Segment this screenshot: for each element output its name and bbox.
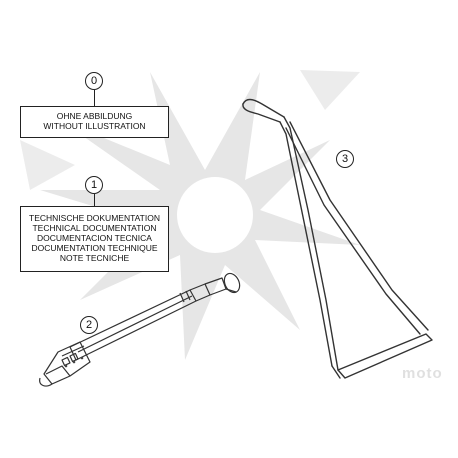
callout-0: 0 (85, 72, 103, 90)
note-line: WITHOUT ILLUSTRATION (43, 121, 146, 131)
note-line: OHNE ABBILDUNG (56, 111, 133, 121)
watermark-brand-text: moto (402, 365, 443, 382)
technical-documentation-note (20, 206, 169, 272)
leader-line-1 (94, 194, 95, 206)
leader-line-0 (94, 90, 95, 106)
note-line: NOTE TECNICHE (59, 253, 130, 263)
callout-2: 2 (80, 316, 98, 334)
note-line: TECHNICAL DOCUMENTATION (32, 223, 157, 233)
note-line: DOCUMENTATION TECHNIQUE (31, 243, 158, 253)
note-line: DOCUMENTACION TECNICA (37, 233, 152, 243)
note-line: TECHNISCHE DOKUMENTATION (29, 213, 160, 223)
callout-1: 1 (85, 176, 103, 194)
no-illustration-note (20, 106, 169, 138)
callout-3: 3 (336, 150, 354, 168)
